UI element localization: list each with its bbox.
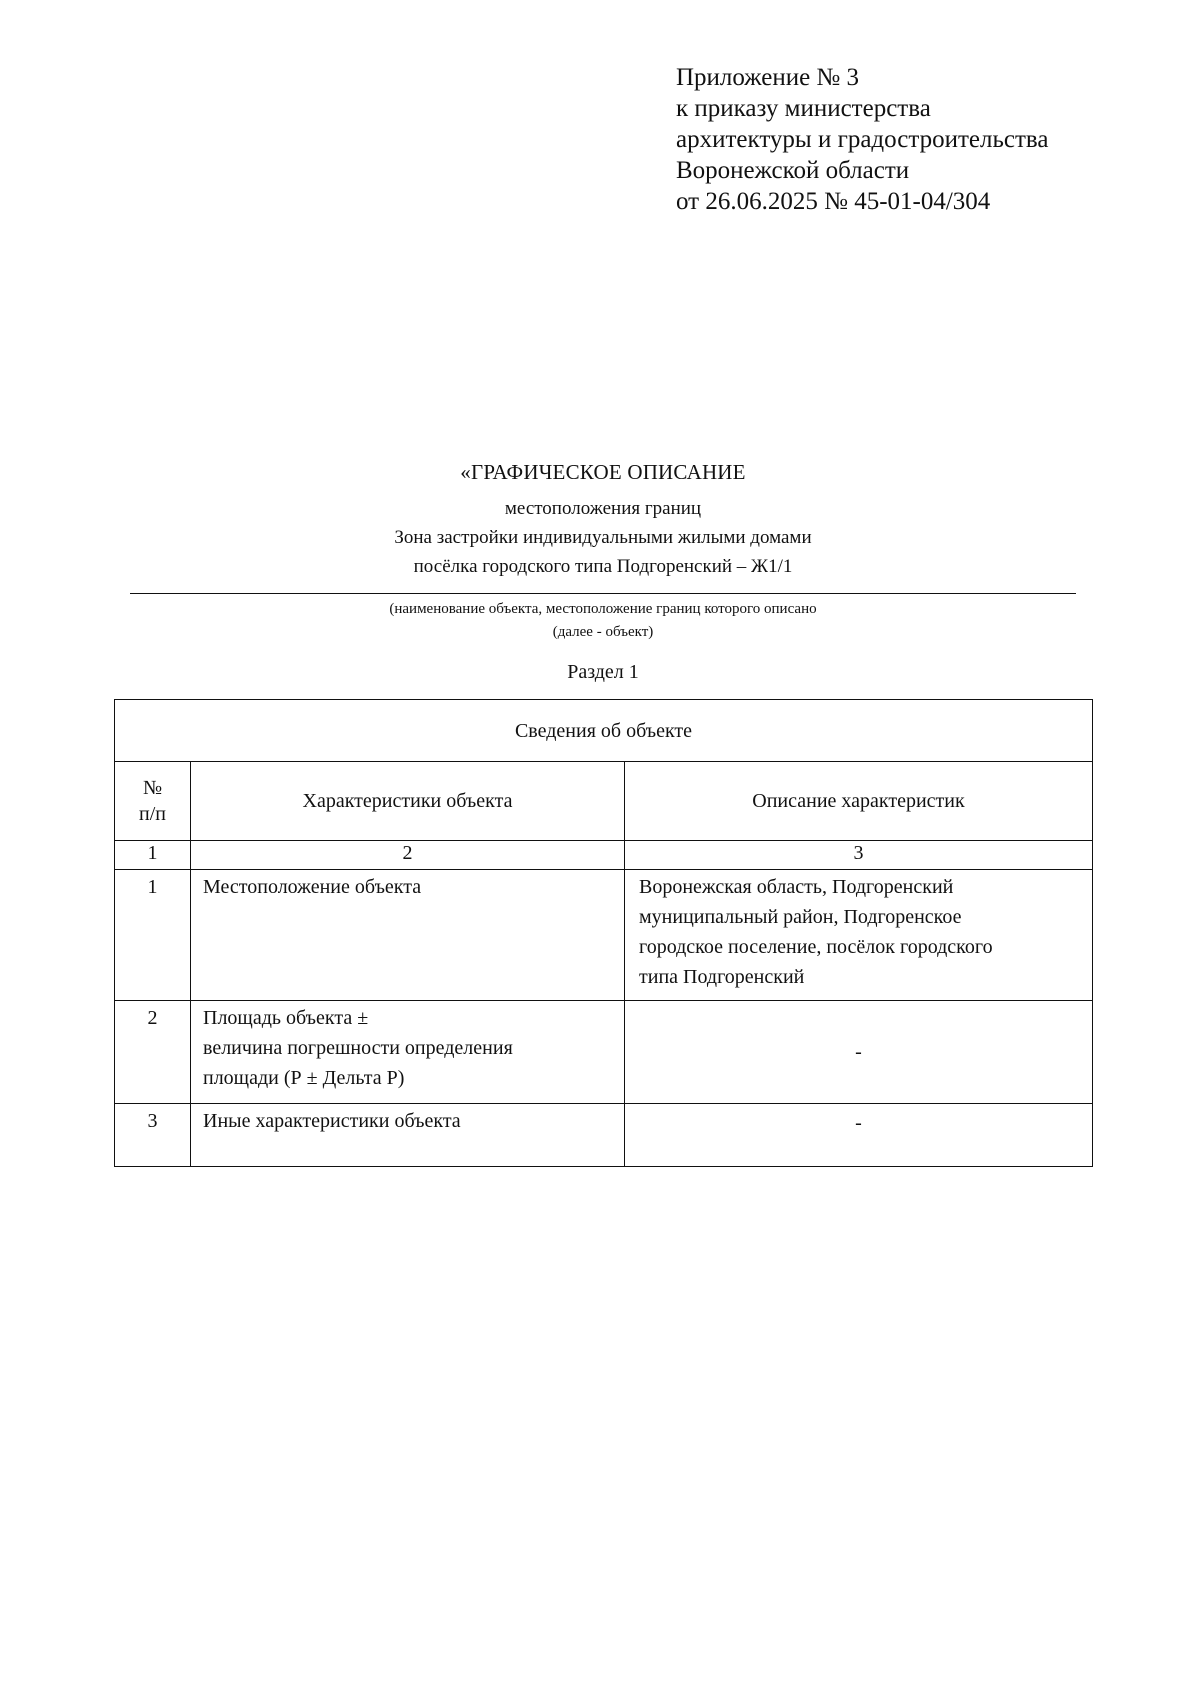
characteristic-line: Площадь объекта ± xyxy=(203,1007,369,1029)
row-description xyxy=(625,870,1093,1001)
table-row xyxy=(115,870,1093,1001)
row-description: - xyxy=(625,1104,1093,1167)
row-number: 2 xyxy=(115,1001,191,1104)
appendix-line: Приложение № 3 xyxy=(676,64,860,91)
title-underline xyxy=(130,593,1076,594)
row-number: 1 xyxy=(115,870,191,1001)
header-num-symbol: № xyxy=(142,777,163,799)
appendix-line: архитектуры и градостроительства xyxy=(676,126,1049,153)
characteristic-line: Местоположение объекта xyxy=(203,876,422,898)
column-number: 1 xyxy=(115,841,191,870)
appendix-line: Воронежской области xyxy=(676,157,910,184)
characteristic-line: величина погрешности определения xyxy=(203,1037,513,1059)
row-number: 3 xyxy=(115,1104,191,1167)
table-caption: Сведения об объекте xyxy=(115,700,1093,762)
subtitle-line: Зона застройки индивидуальными жилыми домами xyxy=(394,527,812,548)
document-subtitle xyxy=(130,494,1076,581)
subtitle-line: местоположения границ xyxy=(504,498,702,519)
appendix-line: от 26.06.2025 № 45-01-04/304 xyxy=(676,188,991,215)
document-title: «ГРАФИЧЕСКОЕ ОПИСАНИЕ xyxy=(460,460,746,484)
table-row xyxy=(115,1104,1093,1167)
column-number: 2 xyxy=(191,841,625,870)
description-line: типа Подгоренский xyxy=(639,966,805,988)
header-num xyxy=(115,762,191,841)
appendix-line: к приказу министерства xyxy=(676,95,931,122)
appendix-header xyxy=(676,62,1156,217)
caption-line: (наименование объекта, местоположение границ которого описано xyxy=(389,601,817,617)
header-characteristic: Характеристики объекта xyxy=(191,762,625,841)
section-label: Раздел 1 xyxy=(567,661,639,683)
row-characteristic xyxy=(191,870,625,1001)
document-title-block xyxy=(130,458,1076,685)
row-characteristic xyxy=(191,1104,625,1167)
column-number: 3 xyxy=(625,841,1093,870)
row-description: - xyxy=(625,1001,1093,1104)
characteristic-line: площади (Р ± Дельта Р) xyxy=(203,1067,405,1089)
table-row xyxy=(115,1001,1093,1104)
header-description: Описание характеристик xyxy=(625,762,1093,841)
characteristic-line: Иные характеристики объекта xyxy=(203,1110,461,1132)
row-characteristic xyxy=(191,1001,625,1104)
object-caption xyxy=(130,598,1076,644)
subtitle-line: посёлка городского типа Подгоренский – Ж1/1 xyxy=(413,556,793,577)
description-line: Воронежская область, Подгоренский xyxy=(639,876,954,898)
object-info-table xyxy=(114,699,1093,1167)
caption-line: (далее - объект) xyxy=(552,624,654,640)
column-number-row xyxy=(115,841,1093,870)
header-num-label: п/п xyxy=(139,803,166,825)
description-line: городское поселение, посёлок городского xyxy=(639,936,993,958)
description-line: муниципальный район, Подгоренское xyxy=(639,906,962,928)
